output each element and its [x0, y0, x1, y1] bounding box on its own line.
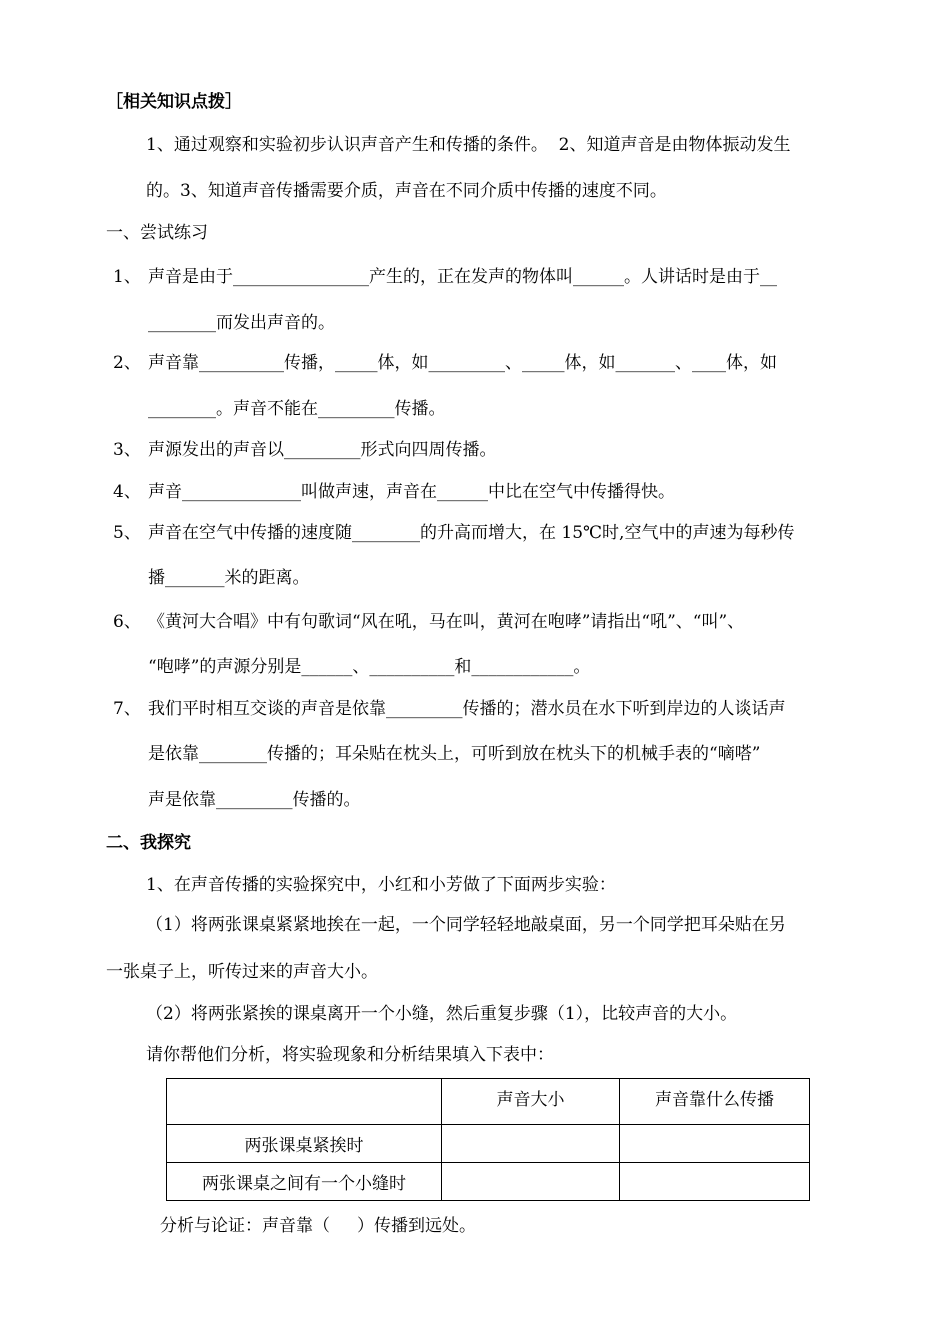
- item-7-line-1: 我们平时相互交谈的声音是依靠_________传播的；潜水员在水下听到岸边的人谈话声: [148, 699, 786, 719]
- table-cell-answer[interactable]: [442, 1125, 620, 1163]
- item-2-line-2: ________。声音不能在_________传播。: [148, 399, 446, 419]
- experiment-step-1-line-1: （1）将两张课桌紧紧地挨在一起，一个同学轻轻地敲桌面，另一个同学把耳朵贴在另: [146, 915, 786, 935]
- item-6-number: 6、: [113, 612, 141, 632]
- item-4-line-1: 声音______________叫做声速，声音在______中比在空气中传播得快。: [148, 482, 675, 502]
- table-header-cell: 声音大小: [442, 1079, 620, 1125]
- table-cell-answer[interactable]: [620, 1125, 810, 1163]
- experiment-step-1-line-2: 一张桌子上，听传过来的声音大小。: [106, 962, 378, 982]
- item-5-line-2: 播_______米的距离。: [148, 568, 310, 588]
- table-row: [167, 1125, 810, 1163]
- section-1-title: 一、尝试练习: [106, 223, 208, 243]
- item-2-line-1: 声音靠__________传播，_____体，如_________、_____体，如_______、____体，如: [148, 353, 777, 373]
- item-7-line-3: 声是依靠_________传播的。: [148, 790, 361, 810]
- table-prompt: 请你帮他们分析，将实验现象和分析结果填入下表中：: [146, 1045, 554, 1065]
- table-cell-answer[interactable]: [442, 1163, 620, 1201]
- table-cell: 两张课桌之间有一个小缝时: [167, 1163, 442, 1201]
- knowledge-line-1: 1、通过观察和实验初步认识声音产生和传播的条件。 2、知道声音是由物体振动发生: [146, 135, 791, 155]
- experiment-intro: 1、在声音传播的实验探究中，小红和小芳做了下面两步实验：: [146, 875, 616, 895]
- table-header-cell: [167, 1079, 442, 1125]
- item-6-line-1: 《黄河大合唱》中有句歌词“风在吼，马在叫，黄河在咆哮”请指出“吼”、“叫”、: [148, 612, 745, 632]
- section-2-title: 二、我探究: [106, 833, 191, 853]
- results-table: [166, 1078, 810, 1201]
- item-7-line-2: 是依靠________传播的；耳朵贴在枕头上，可听到放在枕头下的机械手表的“嘀嗒”: [148, 744, 761, 764]
- item-1-number: 1、: [113, 267, 141, 287]
- item-6-line-2: “咆哮”的声源分别是______、__________和____________。: [148, 657, 591, 677]
- item-1-line-2: ________而发出声音的。: [148, 313, 335, 333]
- item-1-line-1: 声音是由于________________产生的，正在发声的物体叫______。人讲话时是由于__: [148, 267, 777, 287]
- table-header-row: [167, 1079, 810, 1125]
- item-4-number: 4、: [113, 482, 141, 502]
- item-5-number: 5、: [113, 523, 141, 543]
- table-cell: 两张课桌紧挨时: [167, 1125, 442, 1163]
- item-3-line-1: 声源发出的声音以_________形式向四周传播。: [148, 440, 497, 460]
- item-5-line-1: 声音在空气中传播的速度随________的升高而增大，在 15℃时,空气中的声速为每秒传: [148, 523, 795, 543]
- item-2-number: 2、: [113, 353, 141, 373]
- experiment-step-2: （2）将两张紧挨的课桌离开一个小缝，然后重复步骤（1），比较声音的大小。: [146, 1004, 738, 1024]
- table-cell-answer[interactable]: [620, 1163, 810, 1201]
- knowledge-line-2: 的。3、知道声音传播需要介质，声音在不同介质中传播的速度不同。: [146, 181, 667, 201]
- item-3-number: 3、: [113, 440, 141, 460]
- table-header-cell: 声音靠什么传播: [620, 1079, 810, 1125]
- table-row: [167, 1163, 810, 1201]
- knowledge-header: ［相关知识点拨］: [106, 92, 242, 112]
- conclusion-line: 分析与论证：声音靠（ ）传播到远处。: [160, 1216, 477, 1236]
- item-7-number: 7、: [113, 699, 141, 719]
